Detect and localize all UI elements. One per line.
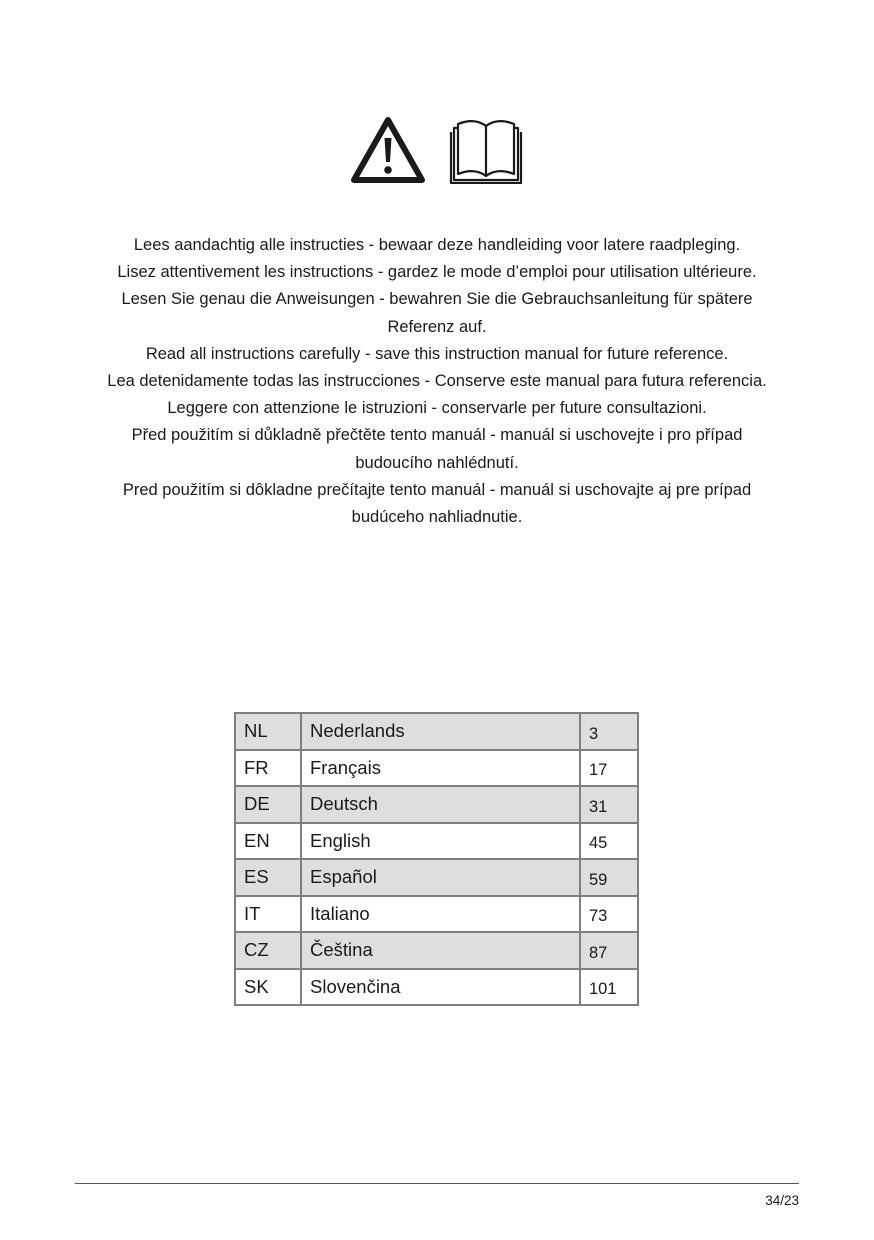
language-name: English xyxy=(301,823,580,860)
footer-divider xyxy=(75,1183,799,1184)
page-number: 73 xyxy=(580,896,638,933)
language-code: NL xyxy=(235,713,301,750)
table-row xyxy=(235,750,638,787)
language-name: Čeština xyxy=(301,932,580,969)
page-number: 3 xyxy=(580,713,638,750)
instruction-fr: Lisez attentivement les instructions - gardez le mode d’emploi pour utilisation ultérieure. xyxy=(117,263,757,282)
table-row xyxy=(235,786,638,823)
language-code: SK xyxy=(235,969,301,1006)
language-name: Italiano xyxy=(301,896,580,933)
language-code: CZ xyxy=(235,932,301,969)
table-row xyxy=(235,859,638,896)
language-code: FR xyxy=(235,750,301,787)
page-number: 87 xyxy=(580,932,638,969)
instruction-es: Lea detenidamente todas las instrucciones - Conserve este manual para futura referencia. xyxy=(107,372,767,391)
footer-page-number: 34/23 xyxy=(765,1193,799,1208)
page-number: 59 xyxy=(580,859,638,896)
instruction-cz: Před použitím si důkladně přečtěte tento manuál - manuál si uschovejte i pro případ budoucího nahlédnutí. xyxy=(131,426,743,472)
table-row xyxy=(235,969,638,1006)
table-row xyxy=(235,932,638,969)
warning-triangle-icon xyxy=(350,116,426,184)
language-name: Français xyxy=(301,750,580,787)
page-number: 17 xyxy=(580,750,638,787)
instruction-it: Leggere con attenzione le istruzioni - conservarle per future consultazioni. xyxy=(167,399,707,418)
language-name: Español xyxy=(301,859,580,896)
instruction-de: Lesen Sie genau die Anweisungen - bewahren Sie die Gebrauchsanleitung für spätere Referenz auf. xyxy=(121,290,753,336)
language-code: DE xyxy=(235,786,301,823)
open-book-icon xyxy=(448,116,524,184)
table-row xyxy=(235,823,638,860)
language-index-table xyxy=(234,712,639,1006)
page-number: 45 xyxy=(580,823,638,860)
safety-instructions xyxy=(60,232,814,531)
instruction-nl: Lees aandachtig alle instructies - bewaar deze handleiding voor latere raadpleging. xyxy=(133,236,741,254)
header-icons xyxy=(0,116,874,184)
page-number: 101 xyxy=(580,969,638,1006)
table-row xyxy=(235,713,638,750)
language-code: ES xyxy=(235,859,301,896)
language-name: Nederlands xyxy=(301,713,580,750)
page-number: 31 xyxy=(580,786,638,823)
language-name: Slovenčina xyxy=(301,969,580,1006)
language-name: Deutsch xyxy=(301,786,580,823)
table-row xyxy=(235,896,638,933)
language-code: IT xyxy=(235,896,301,933)
instruction-en: Read all instructions carefully - save this instruction manual for future reference. xyxy=(145,344,729,363)
instruction-sk: Pred použitím si dôkladne prečítajte tento manuál - manuál si uschovajte aj pre prípad budúceho nahliadnutie. xyxy=(122,480,752,527)
language-code: EN xyxy=(235,823,301,860)
